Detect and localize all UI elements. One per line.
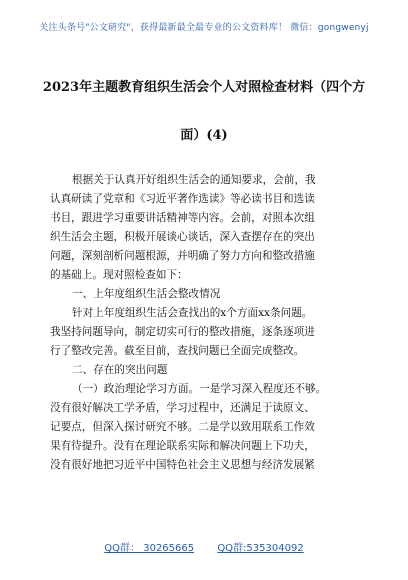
paragraph-line: 根据关于认真开好组织生活会的通知要求，会前，我 <box>72 174 316 186</box>
paragraph-line: 没有很好解决工学矛盾，学习过程中，还满足于读原文、 <box>50 402 315 414</box>
header-promo-note: 关注头条号"公文研究"，获得最新最全最专业的公文资料库！ 微信：gongwenyj <box>39 23 369 33</box>
footer-contact <box>0 539 408 554</box>
paragraph-line: （一）政治理论学习方面。一是学习深入程度还不够。 <box>72 383 327 395</box>
footer-qq-group-1[interactable]: QQ群： 30265665 <box>104 543 195 554</box>
document-body <box>50 171 368 475</box>
document-title-line1: 2023年主题教育组织生活会个人对照检查材料（四个方 <box>42 80 366 95</box>
paragraph-line: 我坚持问题导向，制定切实可行的整改措施，逐条逐项进 <box>50 326 315 338</box>
paragraph-line: 问题，深刻剖析问题根源，并明确了努力方向和整改措施 <box>50 250 315 262</box>
paragraph-line: 认真研读了党章和《习近平著作选读》等必读书目和选读 <box>50 193 315 205</box>
section-heading: 二、存在的突出问题 <box>72 364 168 376</box>
paragraph-line: 书目，跟进学习重要讲话精神等内容。会前，对照本次组 <box>50 212 315 224</box>
footer-qq-group-2[interactable]: QQ群:535304092 <box>217 543 304 554</box>
paragraph-line: 针对上年度组织生活会查找出的x个方面xx条问题。 <box>72 307 313 319</box>
document-title-line2: 面）(4) <box>180 128 228 143</box>
paragraph-line: 行了整改完善。截至目前，查找问题已全面完成整改。 <box>50 345 305 357</box>
paragraph-line: 果有待提升。没有在理论联系实际和解决问题上下功夫， <box>50 440 315 452</box>
paragraph-line: 没有很好地把习近平中国特色社会主义思想与经济发展紧 <box>50 459 315 471</box>
paragraph-line: 织生活会主题，积极开展谈心谈话，深入查摆存在的突出 <box>50 231 315 243</box>
paragraph-line: 的基础上。现对照检查如下： <box>50 269 188 281</box>
section-heading: 一、上年度组织生活会整改情况 <box>72 288 221 300</box>
paragraph-line: 记要点，但深入探讨研究不够。二是学以致用联系工作效 <box>50 421 315 433</box>
